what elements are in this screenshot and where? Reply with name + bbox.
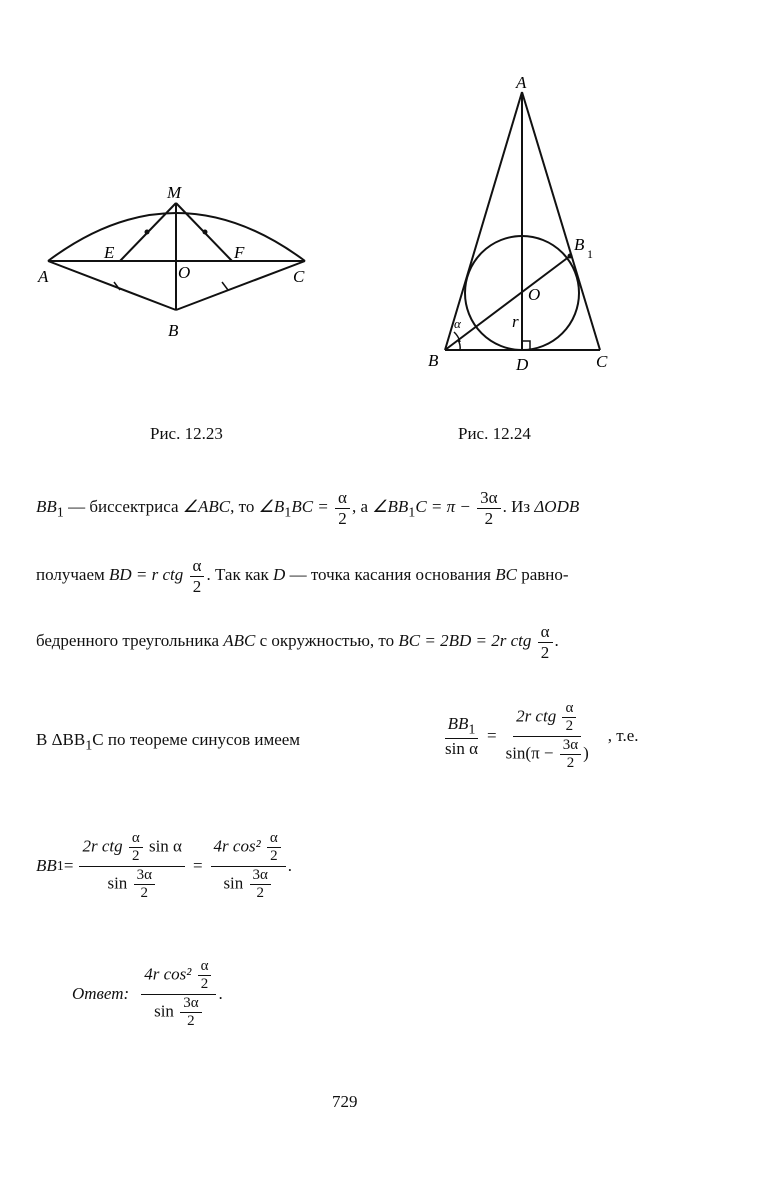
page-number: 729 <box>332 1092 358 1111</box>
label-a: A <box>516 73 527 92</box>
label-o: O <box>528 285 541 304</box>
bisector-bb1 <box>445 256 570 350</box>
label-alpha: α <box>454 316 461 331</box>
side-ac <box>522 92 600 350</box>
figure-12-24 <box>420 70 630 380</box>
paragraph-3: бедренного треугольника ABC с окружностью, то BC = 2BD = 2r ctg $\frac{\alpha}{2}$ . <box>36 622 559 662</box>
label-a: A <box>38 267 49 286</box>
label-c: C <box>596 352 608 371</box>
label-m: M <box>167 183 182 202</box>
caption-fig-12-24: Рис. 12.24 <box>458 424 531 443</box>
label-d: D <box>516 355 529 374</box>
caption-fig-12-23: Рис. 12.23 <box>150 424 223 443</box>
segment-cb <box>176 261 305 310</box>
bb1-equation: BB 1 = 2r ctg $\frac{\alpha}{2}$ sin α sin $\frac{3\alpha}{2}$ = 4r cos² $\frac{\alpha}{2}$ sin $\frac{3\alpha}{2}$ . <box>36 830 293 901</box>
label-r: r <box>512 312 519 331</box>
paragraph-1: $BB_1$ — биссектриса ∠ABC, то $\angle B_1BC$ = $\frac{\alpha}{2}$ , а $\angle BB_1C = \pi$ − $\frac{3\alpha}{2}$ . Из ΔODB <box>36 488 580 528</box>
label-b: B <box>428 351 439 370</box>
label-f: F <box>234 243 245 262</box>
answer: Ответ: 4r cos² $\frac{\alpha}{2}$ sin $\frac{3\alpha}{2}$ . <box>72 958 223 1029</box>
sine-law-equation: $\frac{BB_1}{\text{sin α}}$ = 2r ctg $\frac{\alpha}{2}$ sin(π − $\frac{3\alpha}{2}$ ) , т.е. <box>445 700 639 771</box>
label-o: O <box>178 263 191 282</box>
label-b1-sub: 1 <box>587 247 593 261</box>
figure-12-23 <box>30 170 340 350</box>
label-c: C <box>293 267 305 286</box>
label-b1: B <box>574 235 585 254</box>
answer-label: Ответ: <box>72 984 130 1003</box>
label-b: B <box>168 321 179 340</box>
side-ab <box>445 92 522 350</box>
segment-ab <box>48 261 176 310</box>
paragraph-4-text: В $\Delta BB_1C$ по теореме синусов имеем <box>36 730 301 754</box>
paragraph-2: получаем BD = r ctg $\frac{\alpha}{2}$ . Так как D — точка касания основания BC равно- <box>36 556 569 596</box>
label-e: E <box>104 243 115 262</box>
